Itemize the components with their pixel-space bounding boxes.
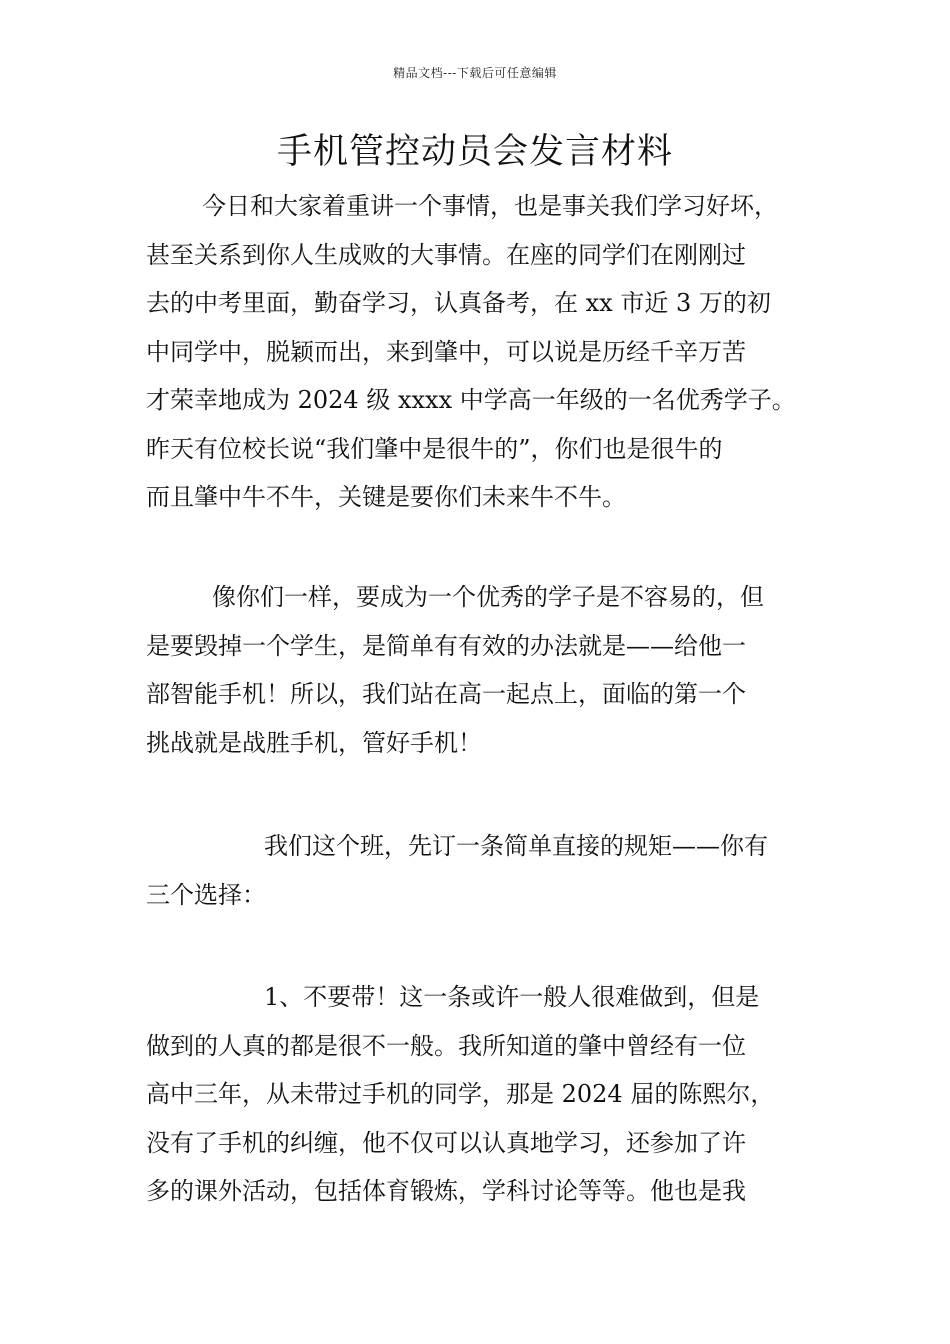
paragraph-line: 做到的人真的都是很不一般。我所知道的肇中曾经有一位 [146,1031,746,1060]
document-title: 手机管控动员会发言材料 [276,132,673,172]
header-note: 精品文档---下载后可任意编辑 [393,66,557,80]
paragraph-line: 甚至关系到你人生成败的大事情。在座的同学们在刚刚过 [146,240,746,269]
paragraph-line: 是要毁掉一个学生，是简单有有效的办法就是——给他一 [146,631,746,660]
paragraph-line: 我们这个班，先订一条简单直接的规矩——你有 [264,832,768,860]
paragraph-3 [146,822,826,919]
paragraph-line: 昨天有位校长说“我们肇中是很牛的”，你们也是很牛的 [146,434,723,463]
paragraph-line: 才荣幸地成为 2024 级 xxxx 中学高一年级的一名优秀学子。 [146,386,796,414]
paragraph-line: 没有了手机的纠缠，他不仅可以认真地学习，还参加了许 [146,1128,746,1157]
paragraph-2 [146,573,826,767]
paragraph-line: 多的课外活动，包括体育锻炼，学科讨论等等。他也是我 [146,1177,746,1205]
paragraph-line: 像你们一样，要成为一个优秀的学子是不容易的，但 [212,583,764,611]
paragraph-line: 1、不要带！这一条或许一般人很难做到，但是 [264,983,760,1011]
paragraph-line: 中同学中，脱颖而出，来到肇中，可以说是历经千辛万苦 [146,337,746,366]
paragraph-line: 部智能手机！所以，我们站在高一起点上，面临的第一个 [146,680,746,708]
paragraph-1 [146,182,826,522]
paragraph-line: 而且肇中牛不牛，关键是要你们未来牛不牛。 [146,483,626,511]
paragraph-line: 去的中考里面，勤奋学习，认真备考，在 xx 市近 3 万的初 [146,289,771,317]
paragraph-line: 挑战就是战胜手机，管好手机！ [146,728,482,757]
paragraph-4 [146,973,826,1216]
paragraph-line: 高中三年，从未带过手机的同学，那是 2024 届的陈熙尔， [146,1080,775,1108]
paragraph-line: 三个选择： [146,880,266,909]
paragraph-line: 今日和大家着重讲一个事情，也是事关我们学习好坏， [202,192,778,220]
